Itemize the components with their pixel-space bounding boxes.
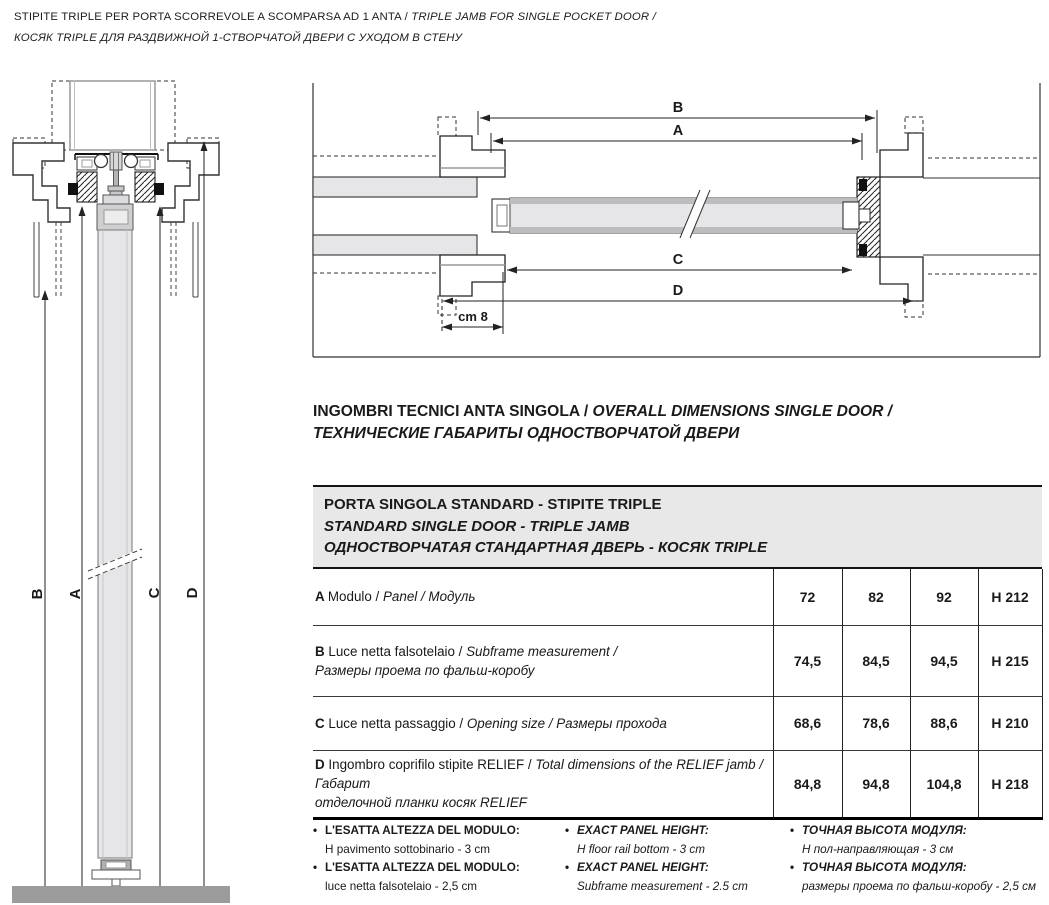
relief-profile-top [880,133,923,177]
vertical-section-drawing [0,62,245,905]
footnotes [313,822,1049,896]
dim-label-c: C [672,252,684,268]
section-heading-en: OVERALL DIMENSIONS SINGLE DOOR / [592,403,893,420]
row-label-segment: Luce netta falsotelaio / [328,643,467,659]
floor-guide [92,860,140,886]
seal-right [154,183,164,195]
table-title-ru: ОДНОСТВОРЧАТАЯ СТАНДАРТНАЯ ДВЕРЬ - КОСЯК TRIPLE [324,539,768,556]
footnote-sub-text: luce netta falsotelaio - 2,5 cm [325,879,478,893]
spec-table-title [313,485,1042,569]
bullet-icon: • [313,824,318,837]
footnote-head [790,859,1048,878]
closing-jamb-dashed-top [438,117,456,136]
seal-top [859,179,867,191]
jamb-profile-right [162,143,219,222]
dim-label-b: B [29,588,46,600]
relief-dashed-top [905,117,923,133]
footnote-sub-text: H floor rail bottom - 3 cm [577,842,705,856]
spec-value: 82 [842,569,910,626]
spec-value: 74,5 [773,625,842,696]
header-pocket-box [70,81,155,150]
right-wall-lines [923,178,1040,255]
relief-dashed-bottom [905,301,923,317]
doc-header [14,7,656,49]
door-end-interlock [843,202,859,229]
spec-table-body [313,569,1042,819]
footnote-head-text: L'ESATTA ALTEZZA DEL MODULO: [325,824,520,837]
row-key: B [315,643,329,659]
footnote-head-text: ТОЧНАЯ ВЫСОТА МОДУЛЯ: [802,824,967,837]
jamb-hatch-right [135,172,155,202]
dim-label-a: A [672,123,684,139]
row-label-segment: Modulo / [327,589,383,604]
spec-value: H 218 [978,750,1042,818]
jamb-profile-left [13,143,70,222]
spec-value: 88,6 [910,696,978,750]
footnote-head-text: L'ESATTA ALTEZZA DEL MODULO: [325,861,520,874]
row-key: A [315,589,328,604]
doc-header-line2: КОСЯК TRIPLE ДЛЯ РАЗДВИЖНОЙ 1-СТВОРЧАТОЙ ДВЕРИ С УХОДОМ В СТЕНУ [14,32,463,44]
closing-jamb-dashed-bottom [438,296,456,315]
closing-jamb-bottom [440,255,505,296]
spec-table-block [313,485,1042,820]
row-label [313,696,773,750]
hanger-bolt [114,170,119,186]
doc-header-line1-en: TRIPLE JAMB FOR SINGLE POCKET DOOR / [411,11,656,23]
footnote-sub-text: Subframe measurement - 2.5 cm [577,879,748,893]
footnote-head-text: ТОЧНАЯ ВЫСОТА МОДУЛЯ: [802,861,967,874]
footnotes-en [565,822,790,896]
section-heading [313,401,1043,444]
row-label-segment: Panel / Модуль [383,589,476,604]
spec-row-a [313,569,1042,626]
roller-wheel [95,155,108,168]
footnote-sub-text: Н пол-направляющая - 3 см [802,842,954,856]
spec-value: 104,8 [910,750,978,818]
footnote-head-text: EXACT PANEL HEIGHT: [577,861,709,874]
spec-row-b [313,625,1042,696]
spec-value: H 215 [978,625,1042,696]
footnote-head [313,859,565,878]
row-key: C [315,715,329,731]
dim-label-c: C [146,587,163,599]
wall-leaf-top [313,177,477,197]
spec-table [313,569,1043,820]
footnotes-it [313,822,565,896]
row-label-segment: Размеры проема по фальш-коробу [315,662,535,678]
table-title-it: PORTA SINGOLA STANDARD - STIPITE TRIPLE [324,496,662,513]
footnote-sub-text: H pavimento sottobinario - 3 cm [325,842,490,856]
doc-header-line1-it: STIPITE TRIPLE PER PORTA SCORREVOLE A SCOMPARSA AD 1 ANTA / [14,11,412,23]
row-label [313,625,773,696]
dim-label-cm8: cm 8 [458,309,488,324]
horizontal-section-drawing [310,78,1045,362]
row-label-segment: Subframe measurement / [466,643,618,659]
row-label-segment: отделочной планки косяк RELIEF [315,795,527,810]
spec-row-d [313,750,1042,818]
footnotes-ru [790,822,1048,896]
row-label-segment: Total dimensions of the RELIEF jamb / Габарит [315,757,764,791]
bullet-icon: • [565,861,570,874]
footnote-head [565,822,790,841]
door-end-tongue [859,209,870,222]
right-wall-dashed [928,158,1040,274]
dim-label-a: A [67,588,84,600]
footnote-head [565,859,790,878]
spec-value: 68,6 [773,696,842,750]
spec-row-c [313,696,1042,750]
spec-value: H 210 [978,696,1042,750]
dim-label-d: D [672,283,684,299]
section-heading-line1 [313,401,1043,423]
wall-leaf-bottom [313,235,477,255]
doc-header-line1 [14,7,656,28]
bullet-icon: • [313,861,318,874]
floor-bar [12,886,230,903]
spec-value: H 212 [978,569,1042,626]
section-heading-ru: ТЕХНИЧЕСКИЕ ГАБАРИТЫ ОДНОСТВОРЧАТОЙ ДВЕРИ [313,424,740,442]
roller-wheel [125,155,138,168]
table-title-en: STANDARD SINGLE DOOR - TRIPLE JAMB [324,517,630,535]
spec-value: 92 [910,569,978,626]
row-label [313,569,773,626]
jamb-hatch-left [77,172,97,202]
closing-jamb-top [440,136,505,177]
row-label [313,750,773,818]
spec-value: 84,5 [842,625,910,696]
bullet-icon: • [790,824,795,837]
spec-value: 94,8 [842,750,910,818]
row-label-segment: Ingombro coprifilo stipite RELIEF / [328,757,536,772]
spec-value: 72 [773,569,842,626]
dim-label-b: B [672,100,684,116]
footnote-head [313,822,565,841]
dim-label-d: D [184,587,201,599]
footnote-head-text: EXACT PANEL HEIGHT: [577,824,709,837]
section-heading-it: INGOMBRI TECNICI ANTA SINGOLA / [313,403,593,420]
bullet-icon: • [790,861,795,874]
footnote-head [790,822,1048,841]
seal-left [68,183,78,195]
relief-profile-bottom [880,257,923,301]
bullet-icon: • [565,824,570,837]
row-key: D [315,757,329,772]
row-label-segment: Luce netta passaggio / [328,715,467,731]
seal-bottom [859,244,867,256]
roller-carriage [110,152,122,170]
door-panel-plan [492,190,870,238]
spec-value: 94,5 [910,625,978,696]
footnote-sub-text: размеры проема по фальш-коробу - 2,5 см [802,879,1037,893]
spec-value: 84,8 [773,750,842,818]
row-label-segment: Opening size / Размеры прохода [466,715,667,731]
spec-value: 78,6 [842,696,910,750]
